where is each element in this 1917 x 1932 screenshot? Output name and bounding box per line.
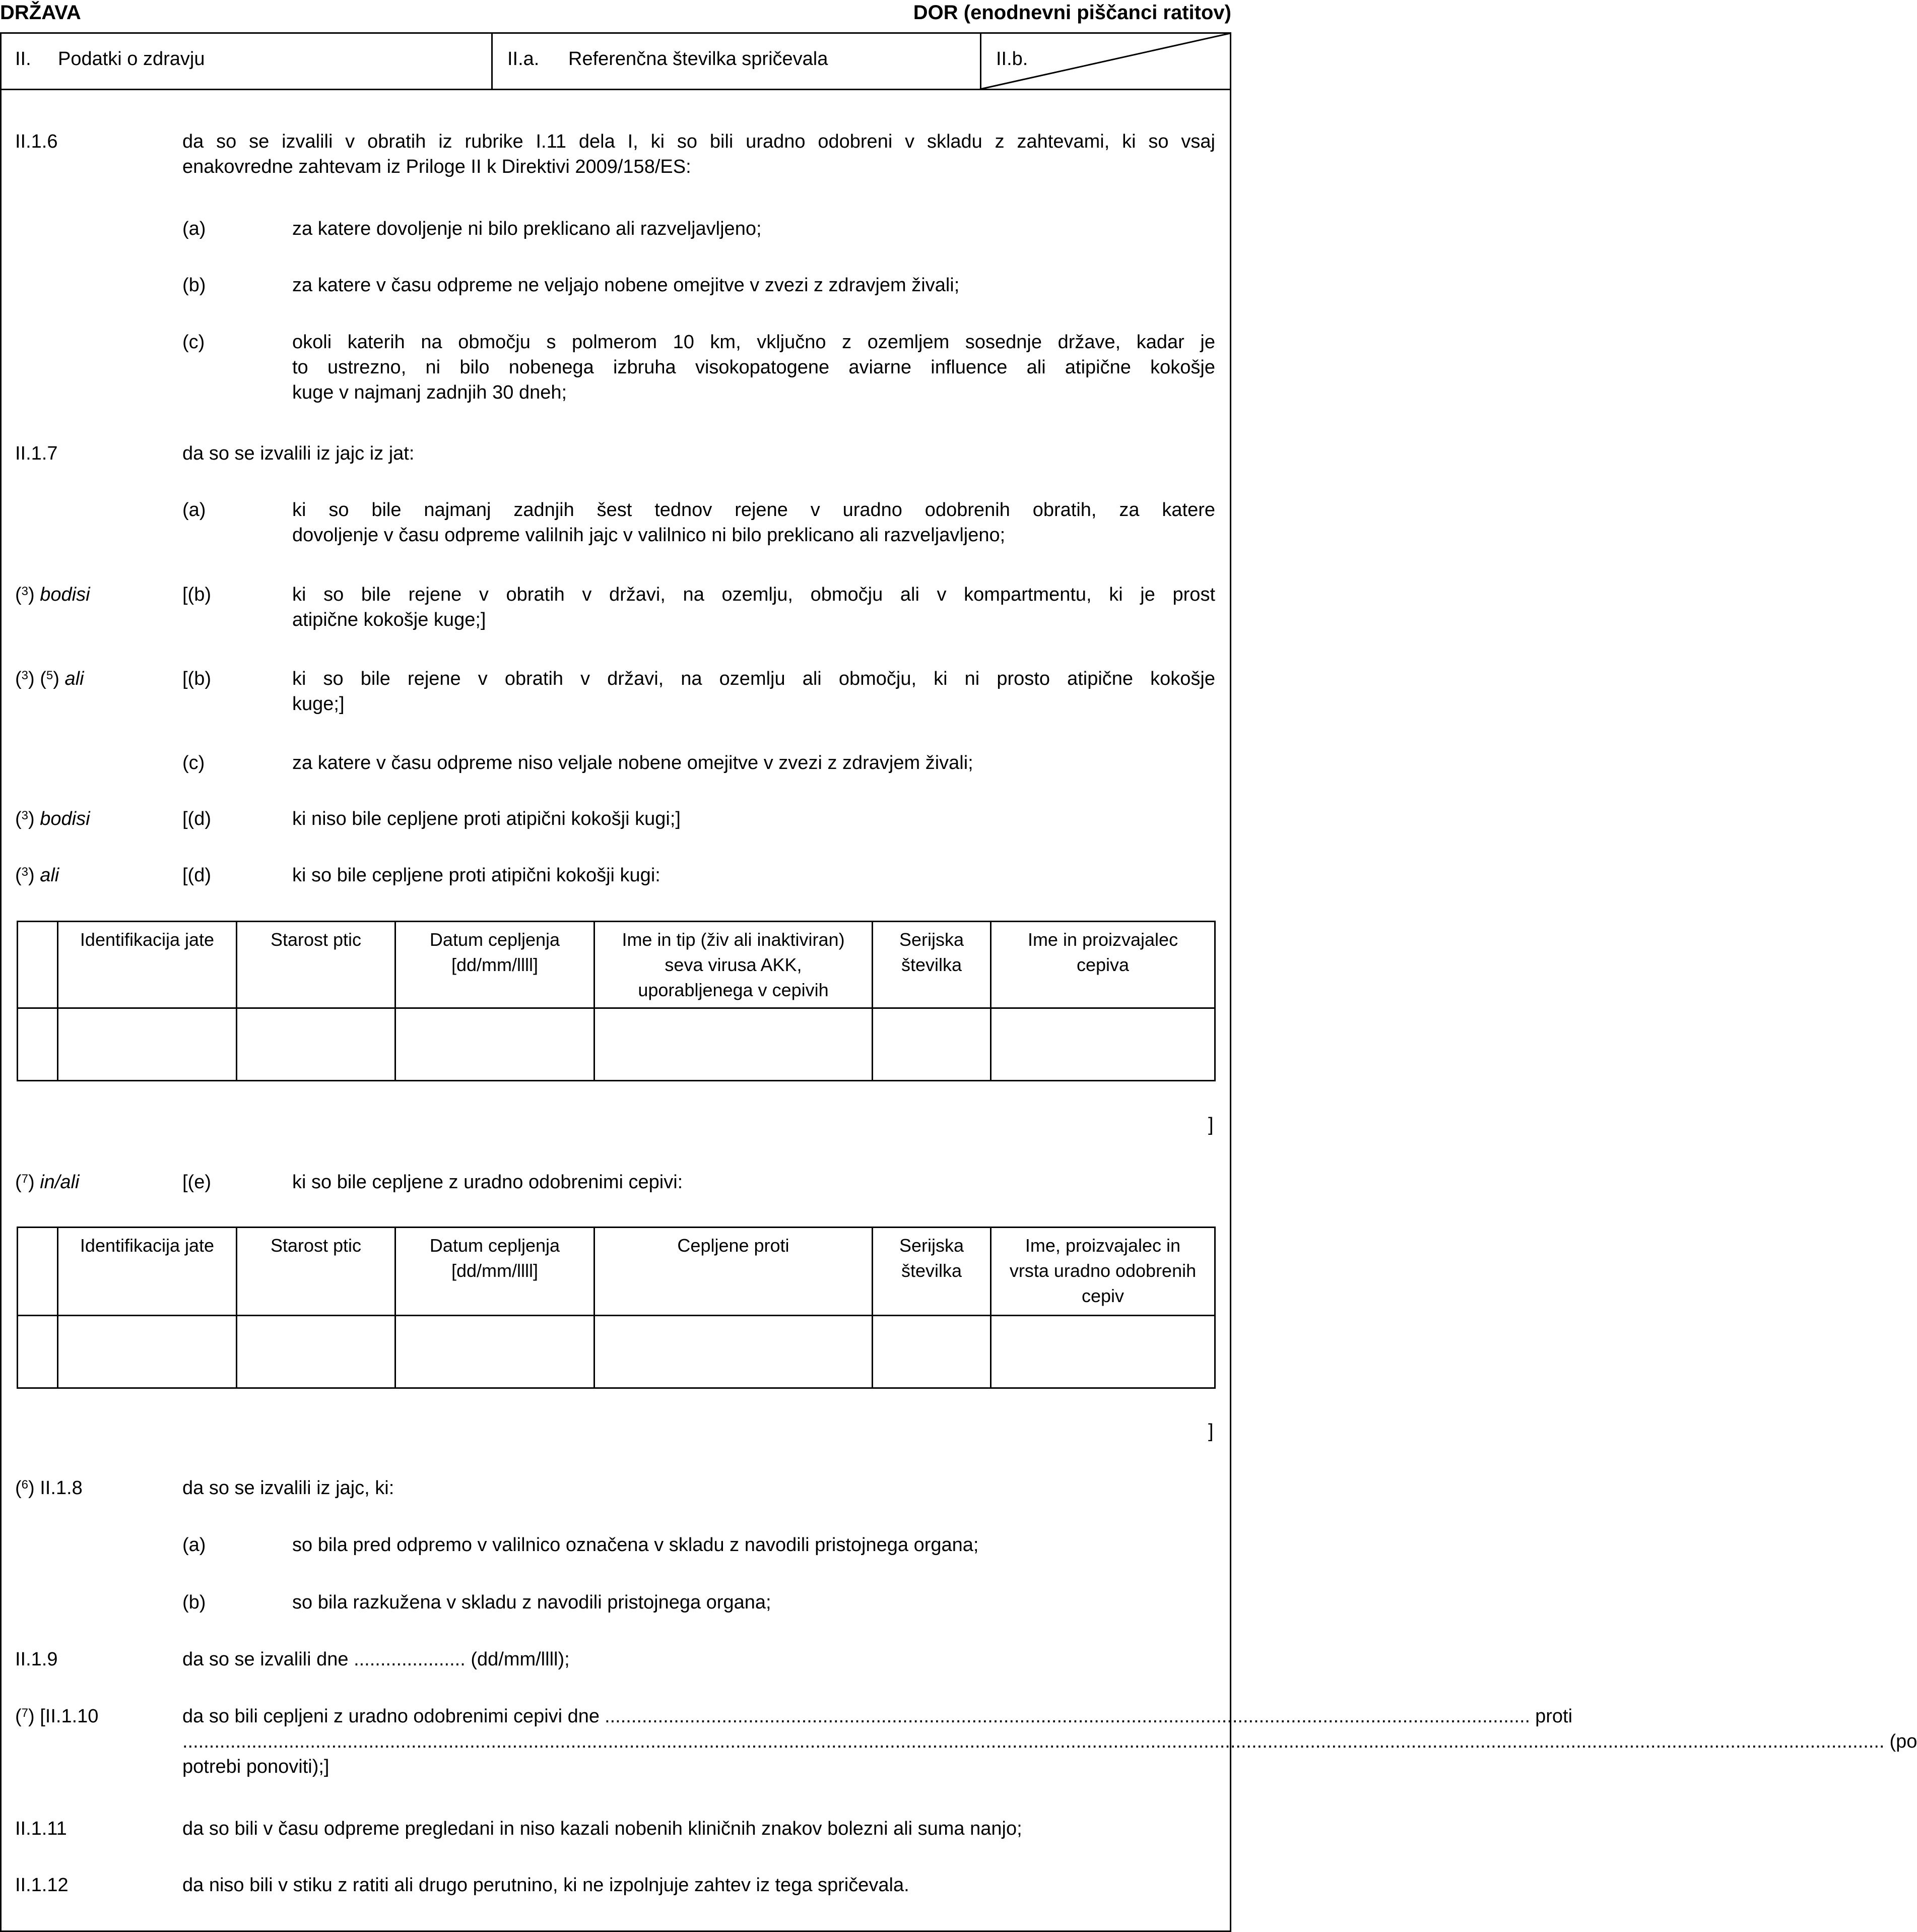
clause-text: da so se izvalili iz jajc iz jat:	[182, 443, 415, 464]
table-cell[interactable]	[237, 1008, 395, 1081]
item-label: [(e)	[182, 1172, 211, 1193]
item-text: za katere v času odpreme ne veljajo nobene omejitve v zvezi z zdravjem živali;	[292, 275, 960, 296]
table-cell[interactable]	[594, 1316, 873, 1388]
column-header: Starost ptic	[237, 1228, 395, 1316]
item-text-line: atipične kokošje kuge;]	[292, 609, 486, 630]
table-cell[interactable]	[991, 1316, 1215, 1388]
column-header: Cepljene proti	[594, 1228, 873, 1316]
clause-text: da so bili cepljeni z uradno odobrenimi cepivi dne	[182, 1706, 600, 1727]
table-cell[interactable]	[18, 1316, 58, 1388]
clause-number-II-1-7: II.1.7	[15, 443, 58, 464]
vaccination-table-akk	[17, 921, 1216, 1081]
clause-text: proti	[1535, 1706, 1573, 1727]
column-header: Datum cepljenja [dd/mm/llll]	[395, 922, 594, 1008]
footnote-marker: ($^3$) ($^5$) ali	[15, 668, 84, 689]
item-text-line: dovoljenje v času odpreme valilnih jajc v valilnico ni bilo preklicano ali razveljavljeno;	[292, 525, 1006, 546]
table-header-row	[18, 1228, 1215, 1316]
item-text: so bila pred odpremo v valilnico označena v skladu z navodili pristojnega organa;	[292, 1534, 979, 1556]
clause-number-II-1-12: II.1.12	[15, 1875, 69, 1896]
clause-number-II-1-9: II.1.9	[15, 1649, 58, 1670]
clause-number-II-1-10: ($^7$) [II.1.10	[15, 1706, 99, 1727]
item-text: ki so bile cepljene proti atipični kokošji kugi:	[292, 865, 660, 886]
column-header: Identifikacija jate	[58, 922, 237, 1008]
item-text-line: ki so bile rejene v obratih v državi, na ozemlju, območju ali v kompartmentu, ki je prost	[292, 584, 1215, 605]
column-header: Serijska številka	[873, 1228, 991, 1316]
item-label: [(d)	[182, 865, 211, 886]
clause-number-II-1-11: II.1.11	[15, 1818, 67, 1839]
item-label: [(b)	[182, 584, 211, 605]
fill-in-dots[interactable]: ................................................................................................................................................................................................................................................................................................................................	[182, 1731, 1885, 1752]
table-cell[interactable]	[594, 1008, 873, 1081]
clause-text: (po	[1889, 1731, 1917, 1752]
table-cell[interactable]	[237, 1316, 395, 1388]
iib-label: II.b.	[996, 48, 1028, 70]
item-text: ki so bile cepljene z uradno odobrenimi cepivi:	[292, 1172, 683, 1193]
item-label: (b)	[182, 1592, 206, 1613]
item-label: (c)	[182, 752, 205, 774]
clause-text: da so se izvalili iz jajc, ki:	[182, 1477, 394, 1499]
clause-number-II-1-8: ($^6$) II.1.8	[15, 1477, 83, 1499]
item-label: [(b)	[182, 668, 211, 689]
item-label: [(d)	[182, 808, 211, 829]
vaccination-table-approved	[17, 1227, 1216, 1389]
item-text-line: kuge;]	[292, 693, 345, 715]
closing-bracket: ]	[1208, 1114, 1214, 1135]
table-cell[interactable]	[991, 1008, 1215, 1081]
column-header: Ime in proizvajalec cepiva	[991, 922, 1215, 1008]
item-text: za katere v času odpreme niso veljale nobene omejitve v zvezi z zdravjem živali;	[292, 752, 973, 774]
reference-number-title: Referenčna številka spričevala	[568, 48, 828, 70]
vaccination-date-line	[182, 1704, 1573, 1729]
clause-number-II-1-6: II.1.6	[15, 131, 58, 152]
table-row	[18, 1316, 1215, 1388]
vaccination-disease-line	[182, 1729, 1917, 1754]
certificate-type-heading: DOR (enodnevni piščanci ratitov)	[913, 2, 1231, 24]
table-cell[interactable]	[395, 1008, 594, 1081]
hatch-date-text[interactable]: da so se izvalili dne ..................... (dd/mm/llll);	[182, 1649, 570, 1670]
column-header: Ime, proizvajalec in vrsta uradno odobrenih cepiv	[991, 1228, 1215, 1316]
clause-text: da niso bili v stiku z ratiti ali drugo perutnino, ki ne izpolnjuje zahtev iz tega spričevala.	[182, 1875, 909, 1896]
column-header: Starost ptic	[237, 922, 395, 1008]
part-number: II.	[15, 48, 31, 70]
item-text: za katere dovoljenje ni bilo preklicano ali razveljavljeno;	[292, 218, 762, 239]
column-header: Serijska številka	[873, 922, 991, 1008]
table-cell[interactable]	[58, 1008, 237, 1081]
item-text-line: to ustrezno, ni bilo nobenega izbruha visokopatogene aviarne influence ali atipične kokošje	[292, 357, 1215, 378]
item-text: ki niso bile cepljene proti atipični kokošji kugi;]	[292, 808, 681, 829]
footnote-marker: ($^3$) ali	[15, 865, 59, 886]
footnote-marker: ($^7$) in/ali	[15, 1172, 80, 1193]
column-header: Identifikacija jate	[58, 1228, 237, 1316]
part-title: Podatki o zdravju	[58, 48, 205, 70]
table-cell[interactable]	[873, 1008, 991, 1081]
table-cell	[18, 1228, 58, 1316]
reference-number-label: II.a.	[507, 48, 540, 70]
item-label: (a)	[182, 1534, 206, 1556]
table-cell[interactable]	[395, 1316, 594, 1388]
table-cell[interactable]	[58, 1316, 237, 1388]
country-heading: DRŽAVA	[0, 2, 81, 24]
item-text-line: ki so bile rejene v obratih v državi, na ozemlju ali območju, ki ni prosto atipične kokošje	[292, 668, 1215, 689]
table-row	[18, 1008, 1215, 1081]
item-text-line: kuge v najmanj zadnjih 30 dneh;	[292, 382, 567, 403]
footnote-marker: ($^3$) bodisi	[15, 808, 90, 829]
table-cell[interactable]	[18, 1008, 58, 1081]
fill-in-dots[interactable]: ..............................................................................................................................................................................	[605, 1706, 1531, 1727]
clause-text-line: enakovredne zahtevam iz Priloge II k Direktivi 2009/158/ES:	[182, 156, 691, 177]
clause-text: potrebi ponoviti);]	[182, 1756, 329, 1777]
closing-bracket: ]	[1208, 1421, 1214, 1442]
item-label: (a)	[182, 499, 206, 521]
item-text-line: okoli katerih na območju s polmerom 10 km, vključno z ozemljem sosednje države, kadar je	[292, 332, 1215, 353]
item-label: (b)	[182, 275, 206, 296]
item-label: (a)	[182, 218, 206, 239]
item-label: (c)	[182, 332, 205, 353]
column-header: Datum cepljenja [dd/mm/llll]	[395, 1228, 594, 1316]
clause-text: da so bili v času odpreme pregledani in niso kazali nobenih kliničnih znakov bolezni ali suma nanjo;	[182, 1818, 1022, 1839]
table-header-row	[18, 922, 1215, 1008]
footnote-marker: ($^3$) bodisi	[15, 584, 90, 605]
column-header: Ime in tip (živ ali inaktiviran) seva virusa AKK, uporabljenega v cepivih	[594, 922, 873, 1008]
clause-text-line: da so se izvalili v obratih iz rubrike I.11 dela I, ki so bili uradno odobreni v skladu z zahtevami, ki so vsaj	[182, 131, 1215, 152]
item-text: so bila razkužena v skladu z navodili pristojnega organa;	[292, 1592, 771, 1613]
table-cell	[18, 922, 58, 1008]
item-text-line: ki so bile najmanj zadnjih šest tednov rejene v uradno odobrenih obratih, za katere	[292, 499, 1215, 521]
table-cell[interactable]	[873, 1316, 991, 1388]
